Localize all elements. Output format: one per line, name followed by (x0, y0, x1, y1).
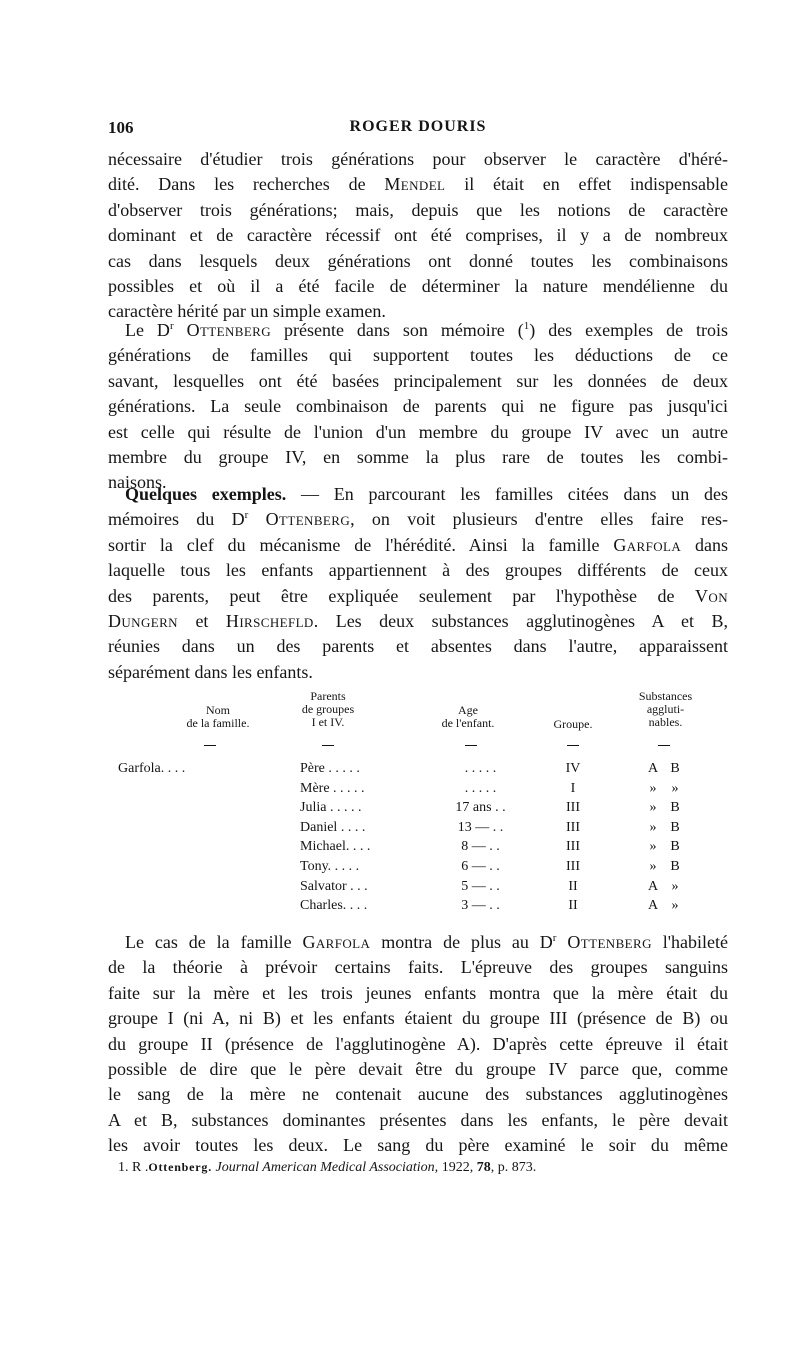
member-cell: Julia . . . . . (300, 800, 362, 816)
table-header-parents: Parents de groupes I et IV. (301, 689, 355, 729)
group-cell: II (568, 878, 578, 894)
text-line: est celle qui résulte de l'union d'un membre du groupe IV avec un autre (108, 421, 728, 442)
member-cell: Salvator . . . (300, 878, 368, 894)
text-line: générations de familles qui supportent toutes les déductions de ce (108, 345, 728, 366)
substance-a-cell: » (649, 839, 657, 855)
group-cell: II (568, 898, 578, 914)
text-line: sortir la clef du mécanisme de l'hérédité. Ainsi la famille Garfola dans (108, 534, 728, 555)
substance-a-cell: » (649, 859, 657, 874)
text-line: Le cas de la famille Garfola montra de plus au $D^r$ Ottenberg l'habileté (125, 932, 728, 952)
text-line: savant, lesquelles ont été basées principalement sur les données de deux (108, 370, 728, 391)
group-cell: III (566, 800, 580, 816)
header-rule (658, 745, 670, 746)
header-rule (204, 745, 216, 746)
table-header-age: Age de l'enfant. (441, 703, 495, 730)
text-line: séparément dans les enfants. (108, 661, 313, 682)
text-line: réunies dans un des parents et absentes dans l'autre, apparaissent (108, 636, 728, 657)
text-line: du groupe II (présence de l'agglutinogène A). D'après cette épreuve il était (108, 1033, 728, 1054)
page-number: 106 (108, 118, 134, 137)
substance-a-cell: A (647, 878, 659, 894)
text-line: possibles et où il a été facile de déterminer la nature mendélienne du (108, 275, 728, 296)
text-line: possible de dire que le père devait être du groupe IV parce que, comme (108, 1058, 728, 1079)
data-table (108, 690, 728, 920)
age-cell: 13 — . . (457, 819, 504, 835)
section-heading: Quelques exemples. (125, 484, 287, 504)
text-line: naisons. (108, 472, 167, 493)
text-line: cas dans lesquels deux générations ont donné toutes les combinaisons (108, 250, 728, 271)
member-cell: Mère . . . . . (300, 780, 365, 796)
family-name: Garfola. . . . (118, 761, 186, 776)
member-cell: Père . . . . . (300, 761, 360, 776)
text-line: les avoir toutes les deux. Le sang du père examiné le soir du même (108, 1135, 728, 1156)
text-line: laquelle tous les enfants appartiennent à des groupes différents de ceux (108, 560, 728, 581)
member-cell: Michael. . . . (300, 839, 371, 855)
text-line: A et B, substances dominantes présentes dans les enfants, le père devait (108, 1109, 728, 1130)
age-cell: 3 — . . (461, 898, 500, 914)
text-line: de la théorie à prévoir certains faits. L'épreuve des groupes sanguins (108, 957, 728, 978)
text-line: caractère hérité par un simple examen. (108, 301, 386, 322)
text-line: dominant et de caractère récessif ont été comprises, il y a de nombreux (108, 225, 728, 246)
substance-b-cell: B (670, 819, 680, 835)
substance-a-cell: » (649, 800, 657, 816)
substance-a-cell: A (647, 898, 659, 914)
group-cell: III (566, 859, 580, 874)
table-header-groupe: Groupe. (553, 717, 593, 731)
substance-b-cell: » (671, 878, 679, 894)
paragraph-2 (108, 318, 728, 496)
paragraph-4 (108, 930, 728, 1159)
text-line: membre du groupe IV, en somme la plus rare de toutes les combi- (108, 446, 728, 467)
substance-b-cell: B (670, 839, 680, 855)
footnote: 1. R .Ottenberg. Journal American Medical Association, 1922, 78, p. 873. (118, 1160, 537, 1175)
group-cell: III (566, 819, 580, 835)
group-cell: IV (565, 761, 581, 776)
text-line: des parents, peut être expliquée seulement par l'hypothèse de Von (108, 585, 728, 606)
age-cell: . . . . . (464, 761, 497, 776)
substance-b-cell: » (671, 898, 679, 914)
group-cell: I (570, 780, 576, 796)
page-header (108, 118, 728, 142)
substance-b-cell: » (671, 780, 679, 796)
substance-a-cell: » (649, 780, 657, 796)
text-line: faite sur la mère et les trois jeunes enfants montra que la mère était du (108, 982, 728, 1003)
substance-b-cell: B (670, 800, 680, 816)
table-header-nom: Nom de la famille. (186, 703, 250, 730)
text-line: nécessaire d'étudier trois générations pour observer le caractère d'héré- (108, 149, 728, 169)
header-rule (567, 745, 579, 746)
text-line: le sang de la mère ne contenait aucune des substances agglutinogènes (108, 1084, 728, 1105)
text-line: Le $D^r$ Ottenberg présente dans son mémoire ($^1$) des exemples de trois (125, 320, 728, 340)
table-header-substances: Substances aggluti- nables. (638, 689, 693, 729)
header-rule (322, 745, 334, 746)
age-cell: 6 — . . (461, 859, 500, 874)
substance-a-cell: A (647, 761, 659, 776)
paragraph-1 (108, 147, 728, 325)
age-cell: 8 — . . (461, 839, 500, 855)
text-line: Quelques exemples. — En parcourant les familles citées dans un des (125, 484, 728, 504)
header-rule (465, 745, 477, 746)
substance-a-cell: » (649, 819, 657, 835)
running-head: ROGER DOURIS (349, 118, 487, 135)
text-line: groupe I (ni A, ni B) et les enfants étaient du groupe III (présence de B) ou (108, 1008, 728, 1029)
text-line: d'observer trois générations; mais, depuis que les notions de caractère (108, 199, 728, 220)
text-line: générations. La seule combinaison de parents qui ne figure pas jusqu'ici (108, 396, 728, 417)
paragraph-3 (108, 482, 728, 685)
text-line: Dungern et Hirschefld. Les deux substances agglutinogènes A et B, (108, 610, 728, 631)
age-cell: 17 ans . . (455, 800, 506, 816)
age-cell: 5 — . . (461, 878, 500, 894)
text-line: mémoires du $D^r$ Ottenberg, on voit plusieurs d'entre elles faire res- (108, 509, 728, 530)
text-line: dité. Dans les recherches de Mendel il était en effet indispensable (108, 174, 728, 195)
substance-b-cell: B (670, 761, 680, 776)
age-cell: . . . . . (464, 780, 497, 796)
substance-b-cell: B (670, 859, 680, 874)
member-cell: Daniel . . . . (300, 819, 366, 835)
group-cell: III (566, 839, 580, 855)
member-cell: Tony. . . . . (300, 859, 360, 874)
member-cell: Charles. . . . (300, 898, 368, 914)
